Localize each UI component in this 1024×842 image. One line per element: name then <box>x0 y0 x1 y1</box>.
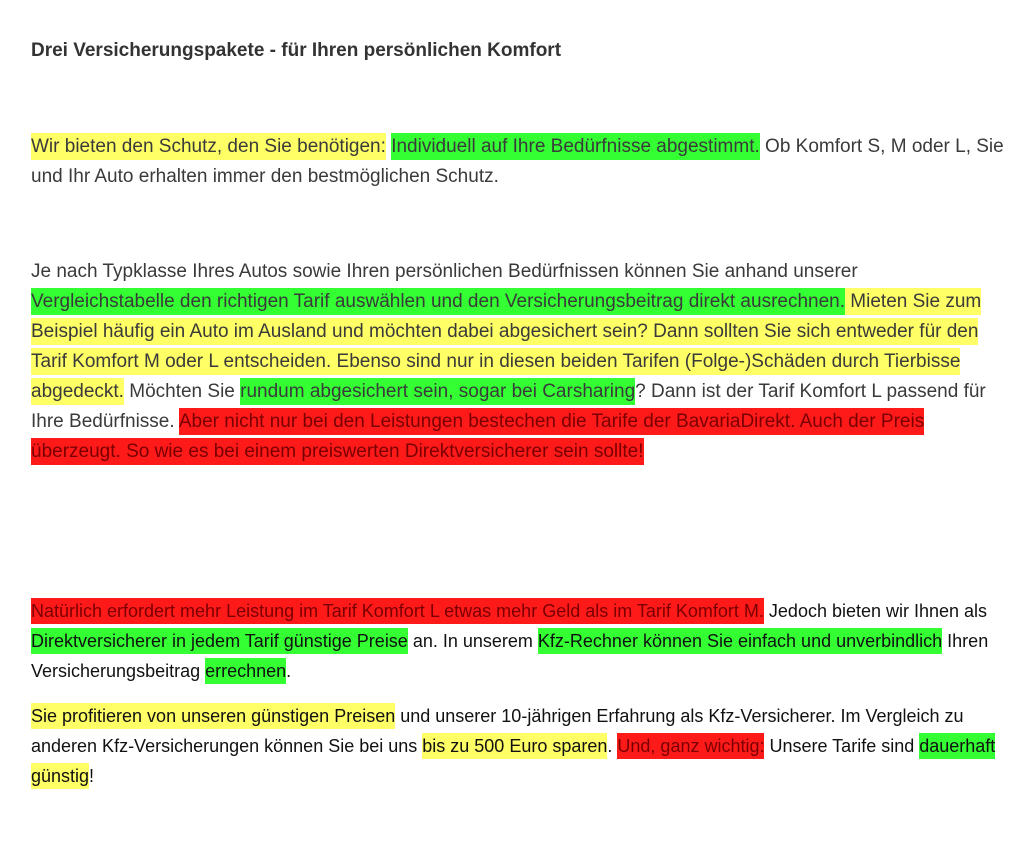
text-segment: an. In unserem <box>407 631 538 651</box>
paragraph-intro <box>31 132 1006 192</box>
text-segment: Unsere Tarife sind <box>764 736 920 756</box>
paragraph-savings <box>31 701 1006 791</box>
highlight-red-segment: Natürlich erfordert mehr Leistung im Tarif Komfort L etwas mehr Geld als im Tarif Komfort M. <box>31 598 764 624</box>
paragraph-pricing <box>31 596 1006 686</box>
highlight-red-segment: Und, ganz wichtig: <box>617 733 764 759</box>
highlight-yellow-segment: Sie profitieren von unseren günstigen Preisen <box>31 703 395 729</box>
text-segment: und unserer 10-jährigen Erfahrung als Kfz-Versicherer. Im Vergleich zu anderen Kfz-Versicherungen können Sie bei uns <box>31 706 964 756</box>
text-segment: Ihren Versicherungsbeitrag <box>31 631 989 681</box>
highlight-red-segment: Aber nicht nur bei den Leistungen bestechen die Tarife der BavariaDirekt. Auch der Preis überzeugt. So wie es bei einem preiswerten Direktversicherer sein sollte! <box>31 408 924 465</box>
highlight-green-segment: errechnen <box>205 658 286 684</box>
highlight-green-segment: rundum abgesichert sein, sogar bei Carsharing <box>240 378 635 405</box>
highlight-yellow-segment: bis zu 500 Euro sparen <box>422 733 607 759</box>
text-segment: Möchten Sie <box>123 381 241 402</box>
text-segment: Je nach Typklasse Ihres Autos sowie Ihren persönlichen Bedürfnissen können Sie anhand unserer <box>31 261 858 282</box>
text-segment: ! <box>89 766 95 786</box>
document-title: Drei Versicherungspakete - für Ihren persönlichen Komfort <box>31 40 562 61</box>
highlight-yellow-segment: günstig <box>31 763 89 789</box>
highlight-yellow-segment: Mieten Sie zum Beispiel häufig ein Auto im Ausland und möchten dabei abgesichert sein? Dann sollten Sie sich entweder für den Tarif Komfort M oder L entscheiden. Ebenso sind nur in diesen beiden Tarifen (Folge-)Schäden durch Tierbisse abgedeckt. <box>31 288 981 405</box>
text-segment: Ob Komfort S, M oder L, Sie und Ihr Auto erhalten immer den bestmöglichen Schutz. <box>31 136 1004 187</box>
text-segment: . <box>286 661 292 681</box>
highlight-green-segment: Individuell auf Ihre Bedürfnisse abgestimmt. <box>391 133 760 160</box>
text-segment: . <box>607 736 618 756</box>
paragraph-comparison <box>31 257 1006 467</box>
highlight-green-segment: dauerhaft <box>919 733 995 759</box>
highlight-green-segment: Vergleichstabelle den richtigen Tarif auswählen und den Versicherungsbeitrag direkt ausrechnen. <box>31 288 845 315</box>
highlight-yellow-segment: Wir bieten den Schutz, den Sie benötigen: <box>31 133 386 160</box>
highlight-green-segment: Direktversicherer in jedem Tarif günstige Preise <box>31 628 408 654</box>
text-segment: ? Dann ist der Tarif Komfort L passend für Ihre Bedürfnisse. <box>31 381 986 432</box>
text-segment: Jedoch bieten wir Ihnen als <box>763 601 988 621</box>
highlight-green-segment: Kfz-Rechner können Sie einfach und unverbindlich <box>538 628 942 654</box>
